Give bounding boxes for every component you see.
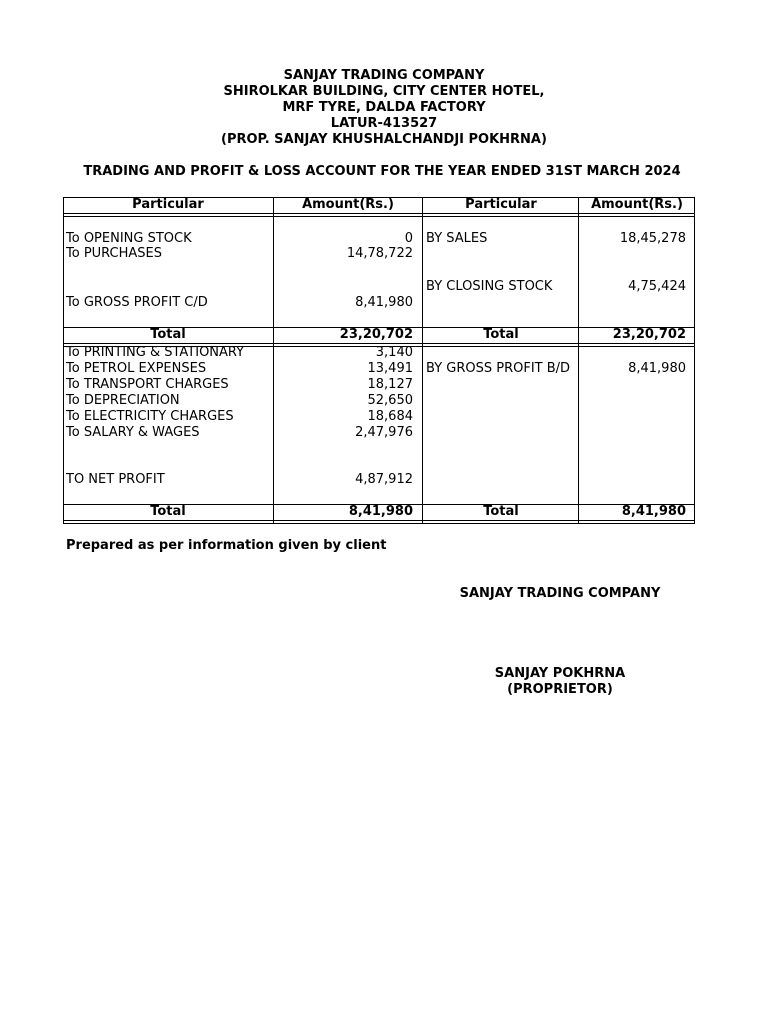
column-header-amount-debit: Amount(Rs.)	[302, 197, 394, 212]
trading-debit-label: To GROSS PROFIT C/D	[66, 295, 208, 310]
account-table	[63, 197, 695, 524]
trading-total-amount-debit: 23,20,702	[339, 327, 413, 342]
company-name: SANJAY TRADING COMPANY	[283, 68, 485, 83]
pl-total-bottom-rule	[63, 520, 695, 521]
pl-debit-amount: 18,684	[367, 409, 413, 424]
trading-credit-label: BY CLOSING STOCK	[426, 279, 553, 294]
pl-total-amount-debit: 8,41,980	[348, 504, 413, 519]
trading-total-bottom-rule	[63, 343, 695, 344]
col-border-left	[63, 197, 64, 524]
pl-debit-amount: 18,127	[367, 377, 413, 392]
trading-total-label-debit: Total	[150, 327, 186, 342]
trading-debit-amount: 0	[404, 231, 413, 246]
trading-credit-label: BY SALES	[426, 231, 488, 246]
header-divider	[63, 213, 695, 214]
pl-total-amount-credit: 8,41,980	[621, 504, 686, 519]
pl-debit-label: To DEPRECIATION	[66, 393, 180, 408]
header-divider-double	[63, 216, 695, 217]
signatory-role: (PROPRIETOR)	[507, 682, 613, 697]
preparation-note: Prepared as per information given by client	[66, 538, 387, 553]
pl-total-label-debit: Total	[150, 504, 186, 519]
trading-debit-amount: 8,41,980	[355, 295, 413, 310]
address-line-1: SHIROLKAR BUILDING, CITY CENTER HOTEL,	[223, 84, 545, 99]
pl-debit-amount: 2,47,976	[355, 425, 413, 440]
pl-credit-amount: 8,41,980	[628, 361, 686, 376]
statement-title: TRADING AND PROFIT & LOSS ACCOUNT FOR THE YEAR ENDED 31ST MARCH 2024	[83, 164, 681, 179]
table-bottom-border	[63, 523, 695, 524]
pl-debit-amount: 52,650	[367, 393, 413, 408]
trading-credit-amount: 18,45,278	[619, 231, 686, 246]
column-header-particular-debit: Particular	[132, 197, 204, 212]
trading-total-amount-credit: 23,20,702	[612, 327, 686, 342]
column-header-particular-credit: Particular	[465, 197, 537, 212]
trading-debit-label: To OPENING STOCK	[66, 231, 192, 246]
trading-credit-amount: 4,75,424	[628, 279, 686, 294]
pl-debit-label: To ELECTRICITY CHARGES	[66, 409, 234, 424]
pl-debit-label: To PETROL EXPENSES	[66, 361, 207, 376]
col-border-right	[694, 197, 695, 524]
col-border-4	[578, 197, 579, 524]
trading-debit-label: To PURCHASES	[66, 246, 163, 261]
proprietor-line: (PROP. SANJAY KHUSHALCHANDJI POKHRNA)	[221, 132, 547, 147]
address-line-2: MRF TYRE, DALDA FACTORY	[282, 100, 486, 115]
pl-debit-amount: 13,491	[367, 361, 413, 376]
signatory-name: SANJAY POKHRNA	[494, 666, 626, 681]
pl-debit-label: To TRANSPORT CHARGES	[66, 377, 229, 392]
trading-total-label-credit: Total	[483, 327, 519, 342]
pl-debit-label: TO NET PROFIT	[66, 472, 165, 487]
trading-debit-amount: 14,78,722	[346, 246, 413, 261]
pl-debit-amount: 4,87,912	[355, 472, 413, 487]
pl-debit-label: To PRINTING & STATIONARY	[66, 345, 245, 360]
pl-total-label-credit: Total	[483, 504, 519, 519]
pl-debit-label: To SALARY & WAGES	[66, 425, 200, 440]
col-border-3	[422, 197, 423, 524]
city-line: LATUR-413527	[330, 116, 438, 131]
column-header-amount-credit: Amount(Rs.)	[591, 197, 683, 212]
pl-debit-amount: 3,140	[375, 345, 413, 360]
signature-company: SANJAY TRADING COMPANY	[459, 586, 661, 601]
pl-credit-label: BY GROSS PROFIT B/D	[426, 361, 571, 376]
